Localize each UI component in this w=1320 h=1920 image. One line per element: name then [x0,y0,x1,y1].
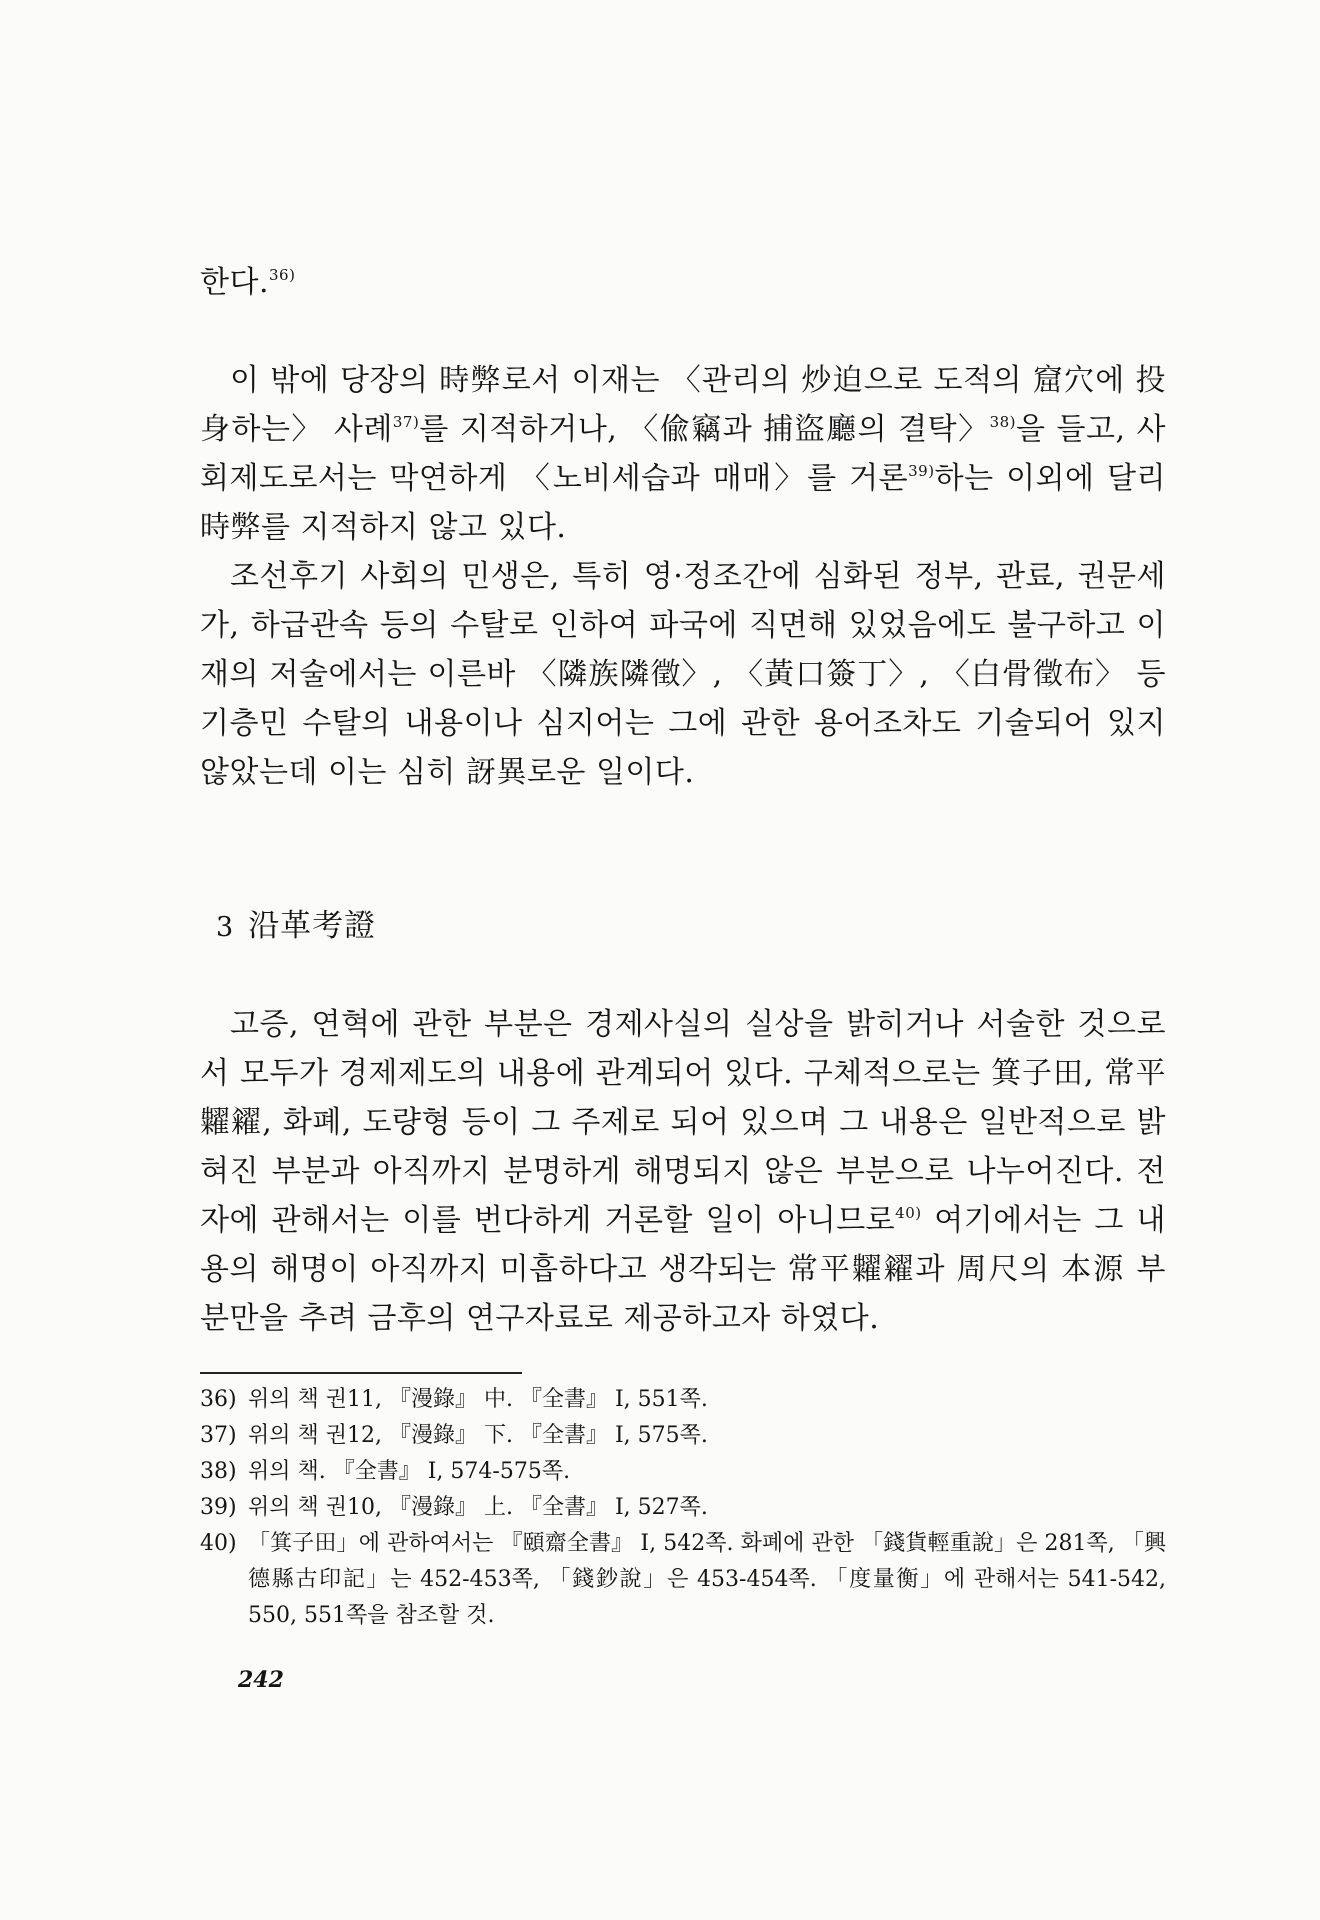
page-number: 242 [238,1667,284,1693]
footnote-40 [200,1526,1166,1634]
footnote-number: 40) [200,1531,237,1556]
footnote-38 [200,1454,1166,1490]
footnote-divider [200,1372,522,1374]
footnote-36 [200,1382,1166,1418]
section-number: 3 [216,912,235,943]
paragraph-1 [200,356,1166,552]
footnote-ref-40: 40) [895,1204,922,1222]
paragraph-3-part-a: 고증, 연혁에 관한 부분은 경제사실의 실상을 밝히거나 서술한 것으로서 모두가 경제제도의 내용에 관계되어 있다. 구체적으로는 箕子田, 常平糶糴, 화폐, 도량형 등이 그 주제로 되어 있으며 그 내용은 일반적으로 밝혀진 부분과 아직까지 분명하게 해명되지 않은 부분으로 나누어진다. 전자에 관해서는 이를 번다하게 거론할 일이 아니므로 [200,1007,1166,1238]
paragraph-3-part-b: 여기에서는 그 내용의 해명이 아직까지 미흡하다고 생각되는 常平糶糴과 周尺의 本源 부분만을 추려 금후의 연구자료로 제공하고자 하였다. [200,1203,1167,1336]
footnote-text: 「箕子田」에 관하여서는 『頤齋全書』 I, 542쪽. 화폐에 관한 「錢貨輕重說」은 281쪽, 「興德縣古印記」는 452-453쪽, 「錢鈔說」은 453-454쪽. 「度量衡」에 관해서는 541-542, 550, 551쪽을 참조할 것. [248,1531,1166,1628]
paragraph-1-part-b: 를 지적하거나, 〈偸竊과 捕盜廳의 결탁〉 [419,412,990,447]
footnote-number: 39) [200,1495,237,1520]
footnote-39 [200,1490,1166,1526]
footnote-ref-36: 36) [269,266,296,284]
section-title: 沿革考證 [248,908,377,944]
footnote-37 [200,1418,1166,1454]
paragraph-2: 조선후기 사회의 민생은, 특히 영·정조간에 심화된 정부, 관료, 권문세가, 하급관속 등의 수탈로 인하여 파국에 직면해 있었음에도 불구하고 이재의 저술에서는 이른바 〈隣族隣徵〉, 〈黃口簽丁〉, 〈白骨徵布〉 등 기층민 수탈의 내용이나 심지어는 그에 관한 용어조차도 기술되어 있지 않았는데 이는 심히 訝異로운 일이다. [200,559,1166,790]
footnote-text: 위의 책 권11, 『漫錄』 中. 『全書』 I, 551쪽. [248,1387,708,1412]
paragraph-0-text: 한다. [200,265,269,300]
footnote-ref-37: 37) [392,413,420,431]
body-bottom [200,1000,1166,1343]
footnote-text: 위의 책. 『全書』 I, 574-575쪽. [248,1459,571,1484]
paragraph-1-part-a: 이 밖에 당장의 時弊로서 이재는 〈관리의 炒迫으로 도적의 窟穴에 投身하는〉 사례 [200,363,1166,447]
footnote-number: 36) [200,1387,237,1412]
footnote-number: 37) [200,1423,237,1448]
footnote-number: 38) [200,1459,237,1484]
footnote-text: 위의 책 권12, 『漫錄』 下. 『全書』 I, 575쪽. [248,1423,708,1448]
paragraph-1-part-c: 을 들고, 사회제도로서는 막연하게 〈노비세습과 매매〉를 거론 [200,412,1167,496]
body-top [200,258,1166,307]
footnote-text: 위의 책 권10, 『漫錄』 上. 『全書』 I, 527쪽. [248,1495,708,1520]
footnotes [200,1382,1166,1634]
section-heading [216,900,376,945]
footnote-ref-39: 39) [908,462,935,480]
footnote-ref-38: 38) [989,413,1017,431]
body-middle [200,356,1166,797]
paragraph-1-part-d: 하는 이외에 달리 時弊를 지적하지 않고 있다. [200,461,1166,545]
paragraph-end-line [200,258,1166,307]
paragraph-3 [200,1000,1166,1343]
